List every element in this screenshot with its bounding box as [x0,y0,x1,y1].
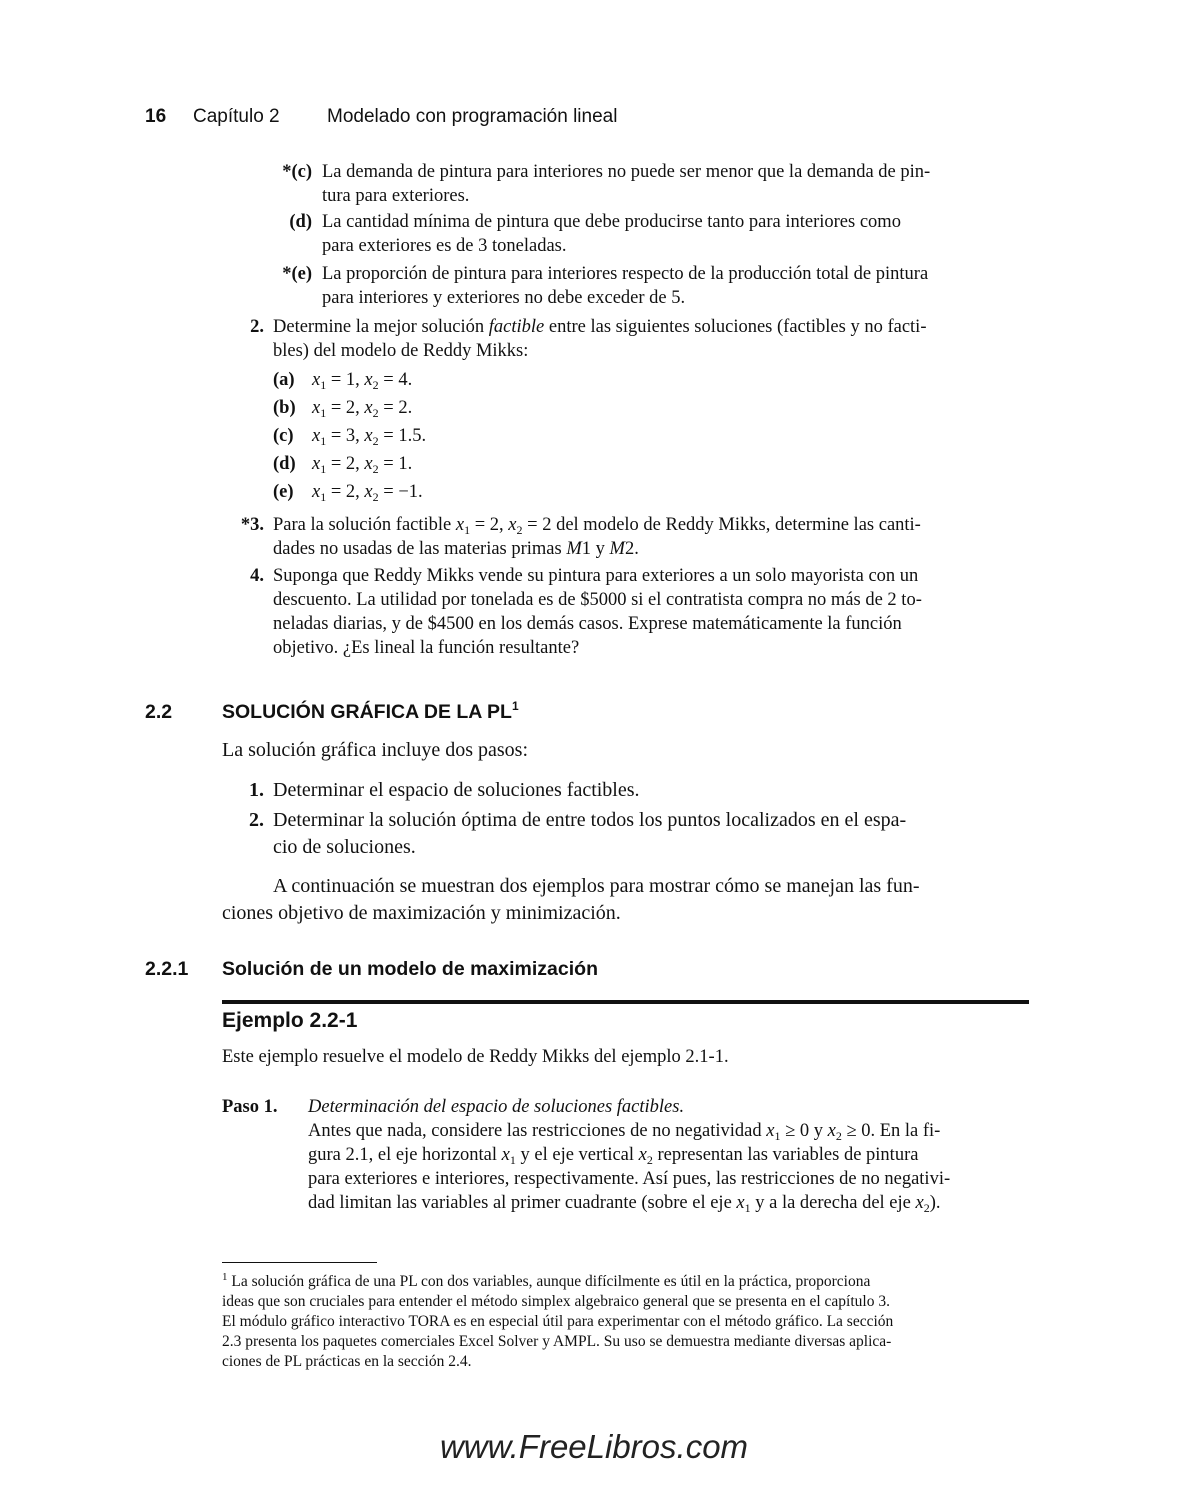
running-head [145,106,617,128]
problem-3-number: *3. [240,515,264,535]
step-2-line-2: cio de soluciones. [273,836,416,858]
option-e: $x_1 = 2$, $x_2 = -1$. [312,482,423,504]
example-intro: Este ejemplo resuelve el modelo de Reddy Mikks del ejemplo 2.1-1. [222,1047,729,1067]
section-2-2-intro: La solución gráfica incluye dos pasos: [222,739,529,761]
problem-c-label: *(c) [282,162,312,182]
footnote-line-5: ciones de PL prácticas en la sección 2.4. [222,1353,472,1370]
running-head-title: Modelado con programación lineal [327,106,618,127]
example-line-1: Antes que nada, considere las restricciones de no negatividad $x_1 \ge 0$ y $x_2 \ge 0$. En la fi- [308,1121,941,1143]
problem-2-line-1: Determine la mejor solución factible entre las siguientes soluciones (factibles y no facti- [273,317,927,337]
example-title: Ejemplo 2.2-1 [222,1009,358,1032]
option-b: $x_1 = 2$, $x_2 = 2$. [312,398,413,420]
watermark-url: www.FreeLibros.com [439,1428,749,1465]
section-2-2-para-line-1: A continuación se muestran dos ejemplos para mostrar cómo se manejan las fun- [273,875,920,897]
step-1-number: 1. [249,779,264,801]
example-step-title: Determinación del espacio de soluciones factibles. [308,1097,685,1117]
example-step-label: Paso 1. [222,1097,278,1117]
option-b-label: (b) [273,398,296,418]
page-number: 16 [145,106,167,127]
problem-e-label: *(e) [282,264,312,284]
option-e-label: (e) [273,482,294,502]
section-2-2-title: SOLUCIÓN GRÁFICA DE LA $PL^1$ [222,699,519,723]
section-2-2-1-number: 2.2.1 [145,958,189,980]
option-c: $x_1 = 3$, $x_2 = 1.5$. [312,426,427,448]
option-c-label: (c) [273,426,294,446]
problem-4-line-3: neladas diarias, y de $4500 en los demás casos. Exprese matemáticamente la función [273,614,902,634]
problem-2-number: 2. [250,317,264,337]
problem-d-line-2: para exteriores es de 3 toneladas. [322,236,567,256]
option-a: $x_1 = 1$, $x_2 = 4$. [312,370,413,392]
problem-c-line-2: tura para exteriores. [322,186,470,206]
problem-e-line-1: La proporción de pintura para interiores respecto de la producción total de pintura [322,264,929,284]
example-line-4: dad limitan las variables al primer cuadrante (sobre el eje $x_1$ y a la derecha del eje $x_2$). [308,1193,941,1215]
footnote-rule [222,1262,377,1263]
option-d-label: (d) [273,454,296,474]
section-2-2-1-title: Solución de un modelo de maximización [222,958,598,980]
section-2-2-number: 2.2 [145,701,173,723]
running-head-chapter: Capítulo 2 [193,106,280,127]
footnote-line-1: $^1$ La solución gráfica de una PL con dos variables, aunque difícilmente es útil en la práctica, proporciona [222,1271,871,1290]
problem-2-line-2: bles) del modelo de Reddy Mikks: [273,341,529,361]
option-a-label: (a) [273,370,295,390]
example-line-2: gura 2.1, el eje horizontal $x_1$ y el eje vertical $x_2$ representan las variables de pintura [308,1145,919,1167]
step-2-line-1: Determinar la solución óptima de entre todos los puntos localizados en el espa- [273,809,907,831]
problem-3-line-2: dades no usadas de las materias primas M1 y M2. [273,539,639,559]
footnote-line-4: 2.3 presenta los paquetes comerciales Excel Solver y AMPL. Su uso se demuestra mediante diversas aplica- [222,1333,892,1350]
problem-e-line-2: para interiores y exteriores no debe exceder de 5. [322,288,686,308]
problem-4-line-4: objetivo. ¿Es lineal la función resultante? [273,638,580,658]
footnote-line-3: El módulo gráfico interactivo TORA es en especial útil para experimentar con el método gráfico. La sección [222,1313,894,1330]
step-2-number: 2. [249,809,264,831]
problem-d-label: (d) [289,212,312,232]
footnote-line-2: ideas que son cruciales para entender el método simplex algebraico general que se presenta en el capítulo 3. [222,1293,890,1310]
problem-3-line-1: Para la solución factible $x_1 = 2$, $x_2 = 2$ del modelo de Reddy Mikks, determine las canti- [273,515,921,537]
problem-4-line-2: descuento. La utilidad por tonelada es de $5000 si el contratista compra no más de 2 to- [273,590,922,610]
problem-d-line-1: La cantidad mínima de pintura que debe producirse tanto para interiores como [322,212,901,232]
problem-4-number: 4. [250,566,264,586]
example-line-3: para exteriores e interiores, respectivamente. Así pues, las restricciones de no negativi- [308,1169,951,1189]
problem-4-line-1: Suponga que Reddy Mikks vende su pintura para exteriores a un solo mayorista con un [273,566,919,586]
section-2-2-para-line-2: ciones objetivo de maximización y minimización. [222,902,621,924]
example-rule [222,1000,1029,1004]
option-d: $x_1 = 2$, $x_2 = 1$. [312,454,413,476]
problem-c-line-1: La demanda de pintura para interiores no puede ser menor que la demanda de pin- [322,162,931,182]
step-1-text: Determinar el espacio de soluciones factibles. [273,779,640,801]
